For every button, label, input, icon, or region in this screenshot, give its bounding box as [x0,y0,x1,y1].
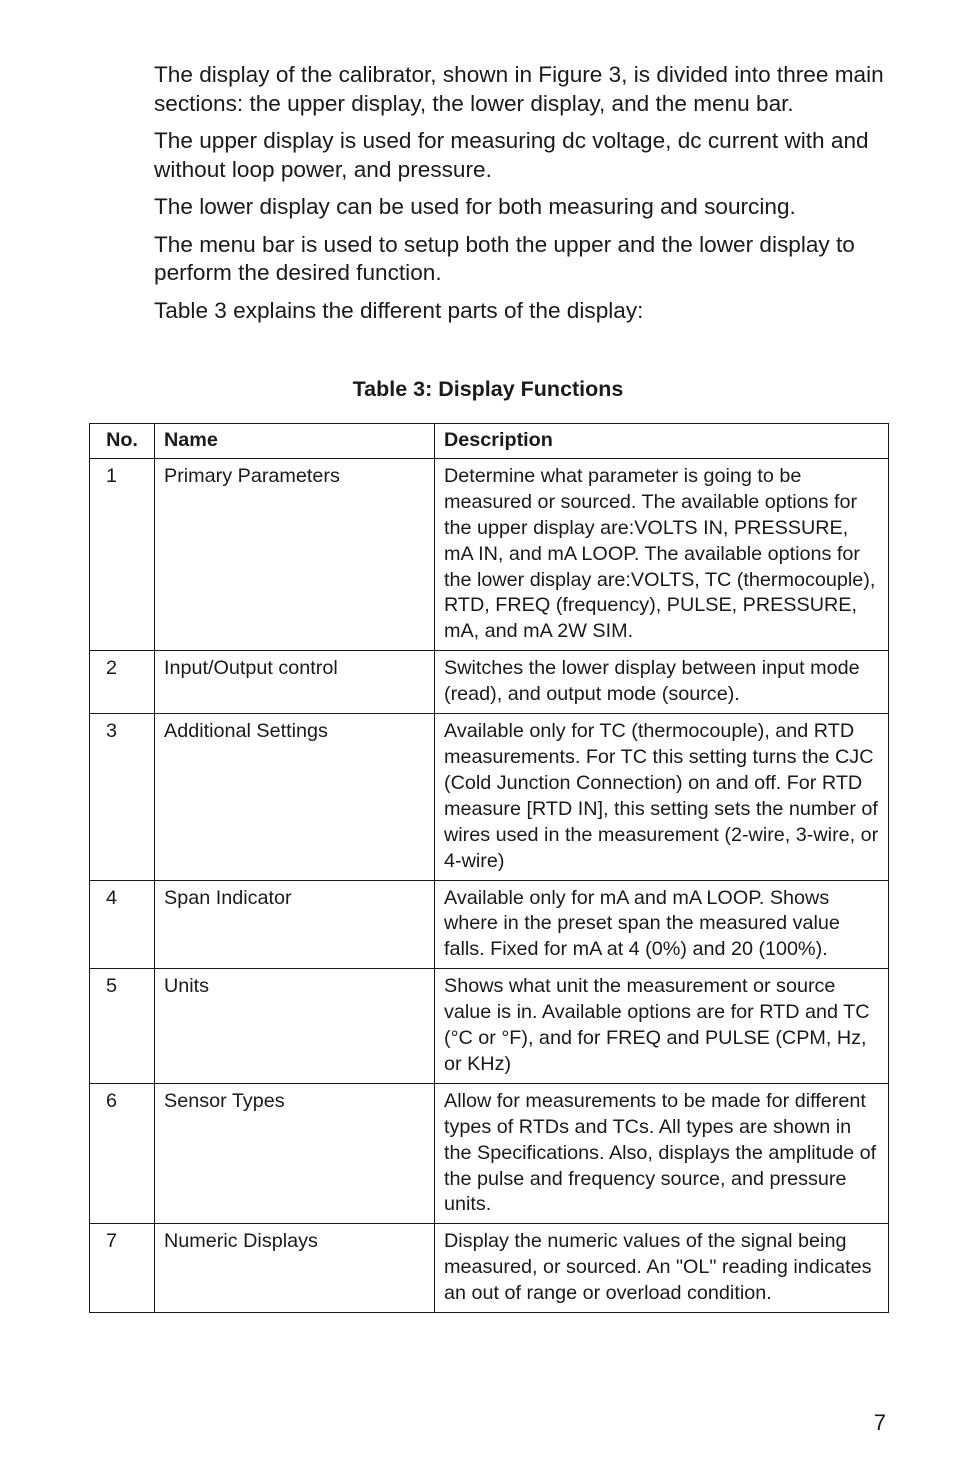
table-row [90,969,889,1084]
table-row [90,651,889,714]
row-name: Primary Parameters [155,458,435,650]
row-name: Additional Settings [155,714,435,880]
row-description: Determine what parameter is going to be measured or sourced. The available options for the upper display are:VOLTS IN, PRESSURE, mA IN, and mA LOOP. The available options for the lower display are:VOLTS, TC (thermocouple), RTD, FREQ (frequency), PULSE, PRESSURE, mA, and mA 2W SIM. [435,458,889,650]
intro-paragraph-menu-bar: The menu bar is used to setup both the upper and the lower display to perform the desired function. [154,231,855,285]
row-number: 2 [90,651,155,714]
row-description: Display the numeric values of the signal being measured, or sourced. An "OL" reading indicates an out of range or overload condition. [435,1224,889,1313]
table-title: Table 3: Display Functions [352,377,624,401]
row-name: Units [155,969,435,1084]
table-header-row [90,424,889,459]
intro-paragraph-upper-display: The upper display is used for measuring dc voltage, dc current with and without loop power, and pressure. [154,128,869,182]
table-row [90,458,889,650]
table-row [90,714,889,880]
intro-paragraph-lower-display: The lower display can be used for both measuring and sourcing. [154,194,796,219]
row-name: Sensor Types [155,1083,435,1224]
row-description: Switches the lower display between input mode (read), and output mode (source). [435,651,889,714]
row-name: Span Indicator [155,880,435,969]
header-no: No. [90,424,155,459]
row-number: 5 [90,969,155,1084]
row-description: Available only for TC (thermocouple), and RTD measurements. For TC this setting turns the CJC (Cold Junction Connection) on and off. For RTD measure [RTD IN], this setting sets the number of wires used in the measurement (2-wire, 3-wire, or 4-wire) [435,714,889,880]
page-number: 7 [873,1410,886,1435]
row-description: Available only for mA and mA LOOP. Shows where in the preset span the measured value falls. Fixed for mA at 4 (0%) and 20 (100%). [435,880,889,969]
row-name: Numeric Displays [155,1224,435,1313]
intro-text [154,61,914,334]
row-number: 1 [90,458,155,650]
row-number: 3 [90,714,155,880]
table-row [90,1224,889,1313]
row-number: 6 [90,1083,155,1224]
row-name: Input/Output control [155,651,435,714]
table-row [90,880,889,969]
display-functions-table [89,423,889,1313]
intro-paragraph-display-sections: The display of the calibrator, shown in Figure 3, is divided into three main sections: the upper display, the lower display, and the menu bar. [154,62,884,116]
header-name: Name [155,424,435,459]
row-number: 7 [90,1224,155,1313]
row-description: Shows what unit the measurement or source value is in. Available options are for RTD and TC (°C or °F), and for FREQ and PULSE (CPM, Hz, or KHz) [435,969,889,1084]
table-row [90,1083,889,1224]
intro-paragraph-table-reference: Table 3 explains the different parts of the display: [154,297,644,323]
header-description: Description [435,424,889,459]
row-number: 4 [90,880,155,969]
row-description: Allow for measurements to be made for different types of RTDs and TCs. All types are shown in the Specifications. Also, displays the amplitude of the pulse and frequency source, and pressure units. [435,1083,889,1224]
